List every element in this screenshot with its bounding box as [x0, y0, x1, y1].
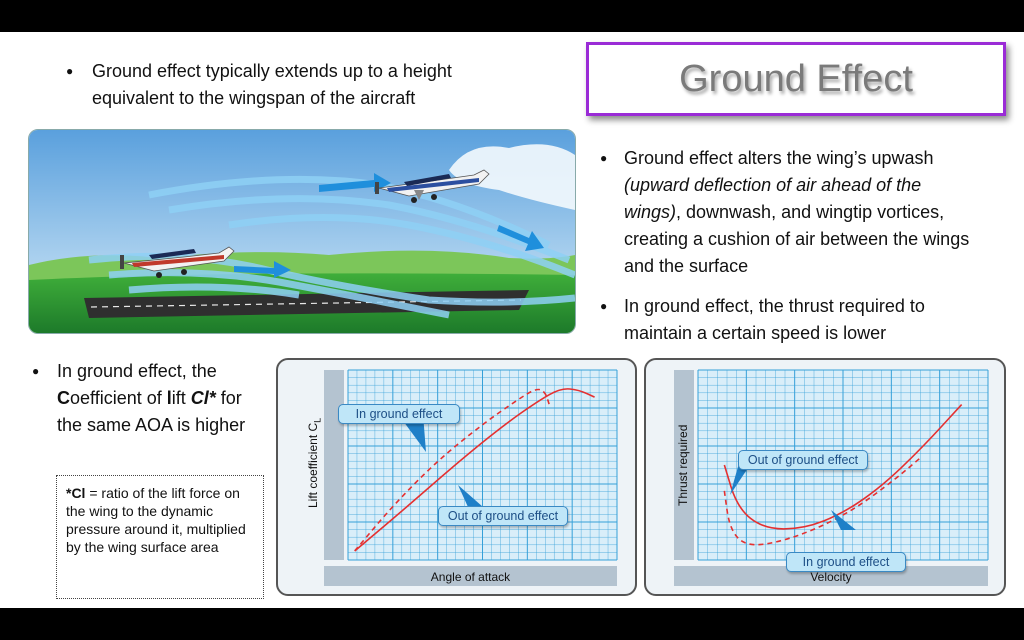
upwash-text-start: Ground effect alters the wing’s upwash	[624, 148, 934, 168]
bullet-lift-coefficient	[32, 358, 257, 439]
title-box	[586, 42, 1006, 116]
bullet-wingspan	[66, 58, 536, 112]
bullet-lift-text	[32, 358, 257, 439]
lift-text-1: In ground effect, the	[57, 361, 217, 381]
slide	[0, 32, 1024, 608]
bullet-dot: ●	[66, 64, 74, 78]
lift-x-label: Angle of attack	[430, 570, 511, 584]
lift-text-l: l	[166, 388, 172, 408]
lift-text-4: for the same AOA is higher	[57, 388, 246, 435]
lift-text-2: oefficient of	[70, 388, 167, 408]
thrust-x-label: Velocity	[810, 570, 852, 584]
lift-chart-svg	[278, 360, 635, 594]
page-title: Ground Effect	[679, 57, 913, 100]
thrust-callout-in-ground: In ground effect	[786, 552, 906, 572]
bullet-dot: ●	[600, 299, 608, 313]
lift-text-c: C	[57, 388, 70, 408]
bullet-upwash	[600, 145, 980, 280]
bullet-thrust-text: In ground effect, the thrust required to maintain a certain speed is lower	[624, 296, 925, 343]
bullet-thrust	[600, 293, 980, 347]
bullet-dot: ●	[32, 364, 40, 378]
upwash-definition: (upward deflection of air ahead of the wings)	[624, 175, 922, 222]
upwash-text-end: , downwash, and wingtip vortices, creating a cushion of air between the wings and the surface	[624, 202, 970, 276]
bullet-dot: ●	[600, 151, 608, 165]
note-term: *Cl	[66, 485, 86, 501]
bullet-upwash-text	[600, 145, 980, 280]
lift-chart	[276, 358, 637, 596]
ground-effect-illustration	[28, 129, 576, 334]
lift-text-3: ift	[171, 388, 191, 408]
illustration-svg	[29, 130, 575, 333]
thrust-callout-out-ground: Out of ground effect	[738, 450, 868, 470]
note-text: = ratio of the lift force on the wing to the dynamic pressure around it, multiplied by the wing surface area	[66, 485, 246, 555]
bullet-wingspan-text: Ground effect typically extends up to a height equivalent to the wingspan of the aircraft	[92, 61, 452, 108]
definition-note	[56, 475, 264, 599]
lift-y-axis-band	[324, 370, 344, 560]
lift-y-label: Lift coefficient $C_L$	[306, 417, 323, 508]
lift-text-cl: Cl*	[190, 388, 216, 408]
thrust-chart	[644, 358, 1006, 596]
thrust-y-label: Thrust required	[676, 424, 690, 506]
lift-callout-in-ground: In ground effect	[338, 404, 460, 424]
lift-callout-out-ground: Out of ground effect	[438, 506, 568, 526]
